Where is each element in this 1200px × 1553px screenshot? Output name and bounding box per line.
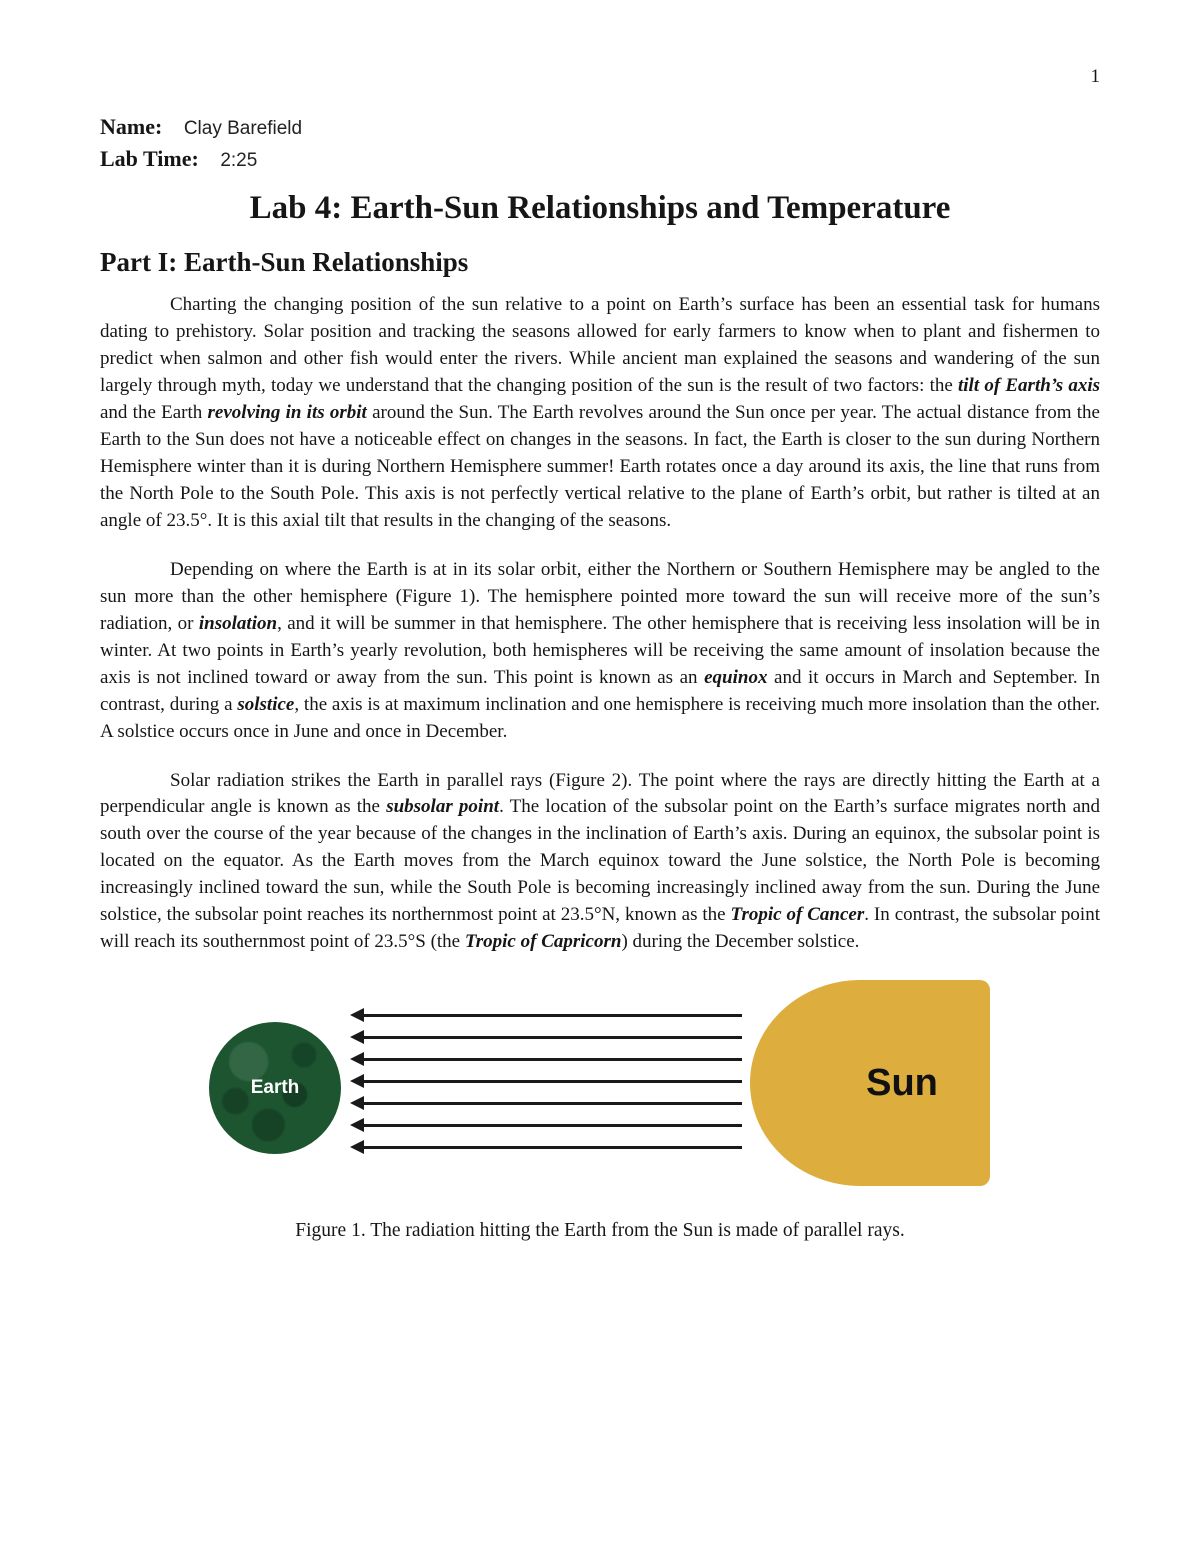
radiation-arrow xyxy=(364,1036,742,1039)
radiation-arrow xyxy=(364,1102,742,1105)
radiation-arrow xyxy=(364,1124,742,1127)
lab-time-value: 2:25 xyxy=(220,150,258,171)
name-line xyxy=(100,112,1100,144)
lab-time-label: Lab Time: xyxy=(100,146,199,171)
figure-1 xyxy=(100,980,1100,1192)
radiation-arrow xyxy=(364,1080,742,1083)
earth-label: Earth xyxy=(250,1077,300,1099)
page-number: 1 xyxy=(1090,66,1100,87)
section-heading: Part I: Earth-Sun Relationships xyxy=(100,247,469,277)
earth-diagram xyxy=(209,1022,341,1154)
paragraph: Depending on where the Earth is at in its solar orbit, either the Northern or Southern Hemisphere may be angled to the sun more than the other hemisphere (Figure 1). The hemisphere pointed more toward the sun will receive more of the sun’s radiation, or insolation, and it will be summer in that hemisphere. The other hemisphere that is receiving less insolation will be in winter. At two points in Earth’s yearly revolution, both hemispheres will be receiving the same amount of insolation because the axis is not inclined toward or away from the sun. This point is known as an equinox and it occurs in March and September. In contrast, during a solstice, the axis is at maximum inclination and one hemisphere is receiving much more insolation than the other. A solstice occurs once in June and once in December. xyxy=(100,558,1100,742)
figure-caption: Figure 1. The radiation hitting the Earth from the Sun is made of parallel rays. xyxy=(295,1220,905,1242)
sun-label: Sun xyxy=(866,1061,938,1104)
radiation-arrow xyxy=(364,1058,742,1061)
radiation-arrow xyxy=(364,1014,742,1017)
paragraph: Charting the changing position of the sun relative to a point on Earth’s surface has been an essential task for humans dating to prehistory. Solar position and tracking the seasons allowed for early farmers to know when to plant and fishermen to predict when salmon and other fish would enter the rivers. While ancient man explained the seasons and wandering of the sun largely through myth, today we understand that the changing position of the sun is the result of two factors: the tilt of Earth’s axis and the Earth revolving in its orbit around the Sun. The Earth revolves around the Sun once per year. The actual distance from the Earth to the Sun does not have a noticeable effect on changes in the seasons. In fact, the Earth is closer to the sun during Northern Hemisphere winter than it is during Northern Hemisphere summer! Earth rotates once a day around its axis, the line that runs from the North Pole to the South Pole. This axis is not perfectly vertical relative to the plane of Earth’s orbit, but rather is tilted at an angle of 23.5°. It is this axial tilt that results in the changing of the seasons. xyxy=(100,294,1100,531)
name-label: Name: xyxy=(100,114,163,139)
sun-rays xyxy=(350,1014,742,1164)
lab-time-line xyxy=(100,144,1100,176)
sun-diagram xyxy=(750,980,990,1186)
paragraph: Solar radiation strikes the Earth in parallel rays (Figure 2). The point where the rays are directly hitting the Earth at a perpendicular angle is known as the subsolar point. The location of the subsolar point on the Earth’s surface migrates north and south over the course of the year because of the changes in the inclination of Earth’s axis. During an equinox, the subsolar point is located on the equator. As the Earth moves from the March equinox toward the June solstice, the North Pole is becoming increasingly inclined toward the sun, while the South Pole is becoming increasingly inclined away from the sun. During the June solstice, the subsolar point reaches its northernmost point at 23.5°N, known as the Tropic of Cancer. In contrast, the subsolar point will reach its southernmost point of 23.5°S (the Tropic of Capricorn) during the December solstice. xyxy=(100,769,1101,953)
radiation-arrow xyxy=(364,1146,742,1149)
name-value: Clay Barefield xyxy=(183,118,303,139)
document-title: Lab 4: Earth-Sun Relationships and Temperature xyxy=(249,190,951,226)
paragraphs xyxy=(100,292,1100,956)
